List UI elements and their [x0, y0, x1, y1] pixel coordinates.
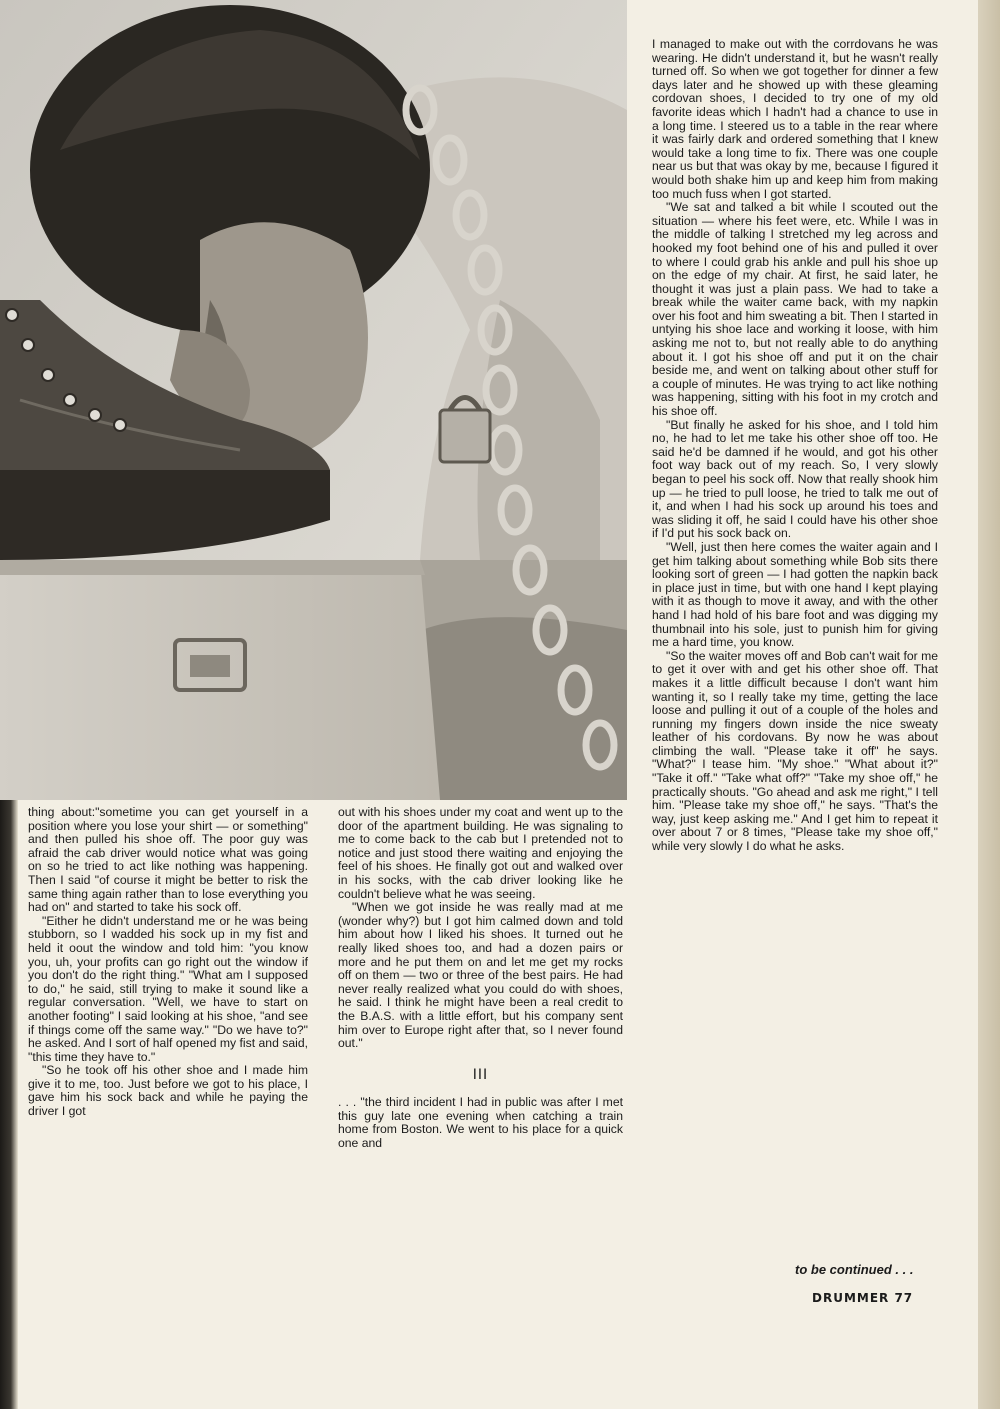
paragraph: . . . "the third incident I had in public was after I met this guy late one evening when catching a train home from Boston. We went to his place for a quick one and [338, 1095, 623, 1151]
box-edge [0, 560, 425, 575]
section-number: III [472, 1066, 489, 1083]
paragraph: "So the waiter moves off and Bob can't wait for me to get it over with and get his other shoe off. That makes it a little difficult because I don't want him wanting it, so I really take my time, getting the lace loose and pulling it out of a couple of the holes and running my fingers down inside the nice sweaty leather of his cordovans. By now he was about climbing the wall. "Please take it off" he says. "What?" I tease him. "My shoe." "What about it?" "Take it off." "Take what off?" "Take my shoe off," he practically shouts. "Go ahead and ask me right," I tell him. "Please take my shoe off," he says. "That's the way, just keep asking me." And I get him to repeat it over about 7 or 8 times, "Please take my shoe off," while very slowly I do what he asks. [652, 648, 938, 854]
page-folio: DRUMMER 77 [812, 1291, 914, 1305]
paragraph: thing about:"sometime you can get yourself in a position where you lose your shirt — or something" and then pulled his shoe off. The poor guy was afraid the cab driver would notice what was going on so he tried to act like nothing was happening. Then I said "of course it might be better to risk the same thing again rather than to lose everything you had on" and started to take his sock off. [28, 805, 308, 915]
padlock-icon [440, 410, 490, 462]
column-left [28, 806, 308, 1119]
photo-illustration [0, 0, 627, 800]
paragraph: out with his shoes under my coat and went up to the door of the apartment building. He was signaling to me to come back to the cab but I pretended not to notice and just stood there waiting and enjoying the feel of his shoes. He finally got out and walked over in his socks, with the cab driver looking like he couldn't believe what he was seeing. [338, 805, 623, 901]
column-middle [338, 806, 623, 1151]
continued-note: to be continued . . . [795, 1262, 914, 1277]
paragraph: "When we got inside he was really mad at me (wonder why?) but I got him calmed down and told him about how I liked his shoes. It turned out he really liked shoes too, and had a dozen pairs or more and he put them on and let me get my rocks off on them — two or three of the best pairs. He had never really realized what you could do with shoes, he said. I think he might have been a real credit to the B.A.S. with a little effort, but his company sent him over to Europe right after that, so I never found out." [338, 900, 623, 1051]
paragraph: "We sat and talked a bit while I scouted out the situation — where his feet were, etc. While I was in the middle of talking I stretched my leg across and hooked my foot behind one of his and pulled it over to where I could grab his ankle and pull his shoe up on the edge of my chair. At first, he said later, he thought it was just a plain pass. We had to take a break while the waiter came back, with my napkin over his foot and him sweating a bit. Then I started in untying his shoe lace and working it loose, with him asking me not to, but not really able to do anything about it. I got his shoe off and put it on the chair beside me, and went on talking about other stuff for a couple of minutes. He was trying to act like nothing was happening, sitting with his foot in my crotch and his shoe off. [652, 200, 938, 419]
paragraph: "But finally he asked for his shoe, and I told him no, he had to let me take his other shoe off too. He said he'd be damned if he would, and got his other foot way back out of my reach. So, I very slowly began to peel his sock off. Now that really shook him up — he tried to pull loose, he tried to talk me out of it, and when I had his sock up around his toes and was sliding it off, he said I could have his other shoe if I'd put his sock back on. [652, 417, 938, 541]
page-edge [978, 0, 1000, 1409]
column-right [652, 38, 938, 854]
paragraph: I managed to make out with the corrdovans he was wearing. He didn't understand it, but he wasn't really turned off. So when we got together for dinner a few days later and he showed up with these gleaming cordovan shoes, I decided to try one of my old favorite ideas which I hadn't had a chance to use in a long time. I steered us to a table in the rear where it was fairly dark and ordered something that I knew would take a long time to fix. There was one couple near us but that was okay by me, because I figured it would both shake him up and keep him from making too much fuss when I got started. [652, 37, 938, 201]
paragraph: "So he took off his other shoe and I made him give it to me, too. Just before we got to his place, I gave him his sock back and while he paying the driver I got [28, 1063, 308, 1119]
paragraph: "Either he didn't understand me or he was being stubborn, so I wadded his sock up in my fist and held it oout the window and told him: "you know you, uh, your profits can go right out the window if you don't do the right thing." "What am I supposed to do," he said, still trying to make it sound like a regular conversation. "Well, we have to start on another footing" I said looking at his shoe, "and see if things come off the same way." "Do we have to?" he asked. And I sort of half opened my fist and said, "this time they have to." [28, 913, 308, 1064]
paragraph: "Well, just then here comes the waiter again and I get him talking about something while Bob sits there looking sort of green — I had gotten the napkin back in place just in time, but with one hand I kept playing with it as though to move it away, and with the other hand I had hold of his bare foot and was digging my thumbnail into his sole, just to punish him for giving me a hard time, you know. [652, 539, 938, 650]
wooden-box [0, 560, 440, 800]
article-photo [0, 0, 627, 800]
latch-plate [190, 655, 230, 677]
